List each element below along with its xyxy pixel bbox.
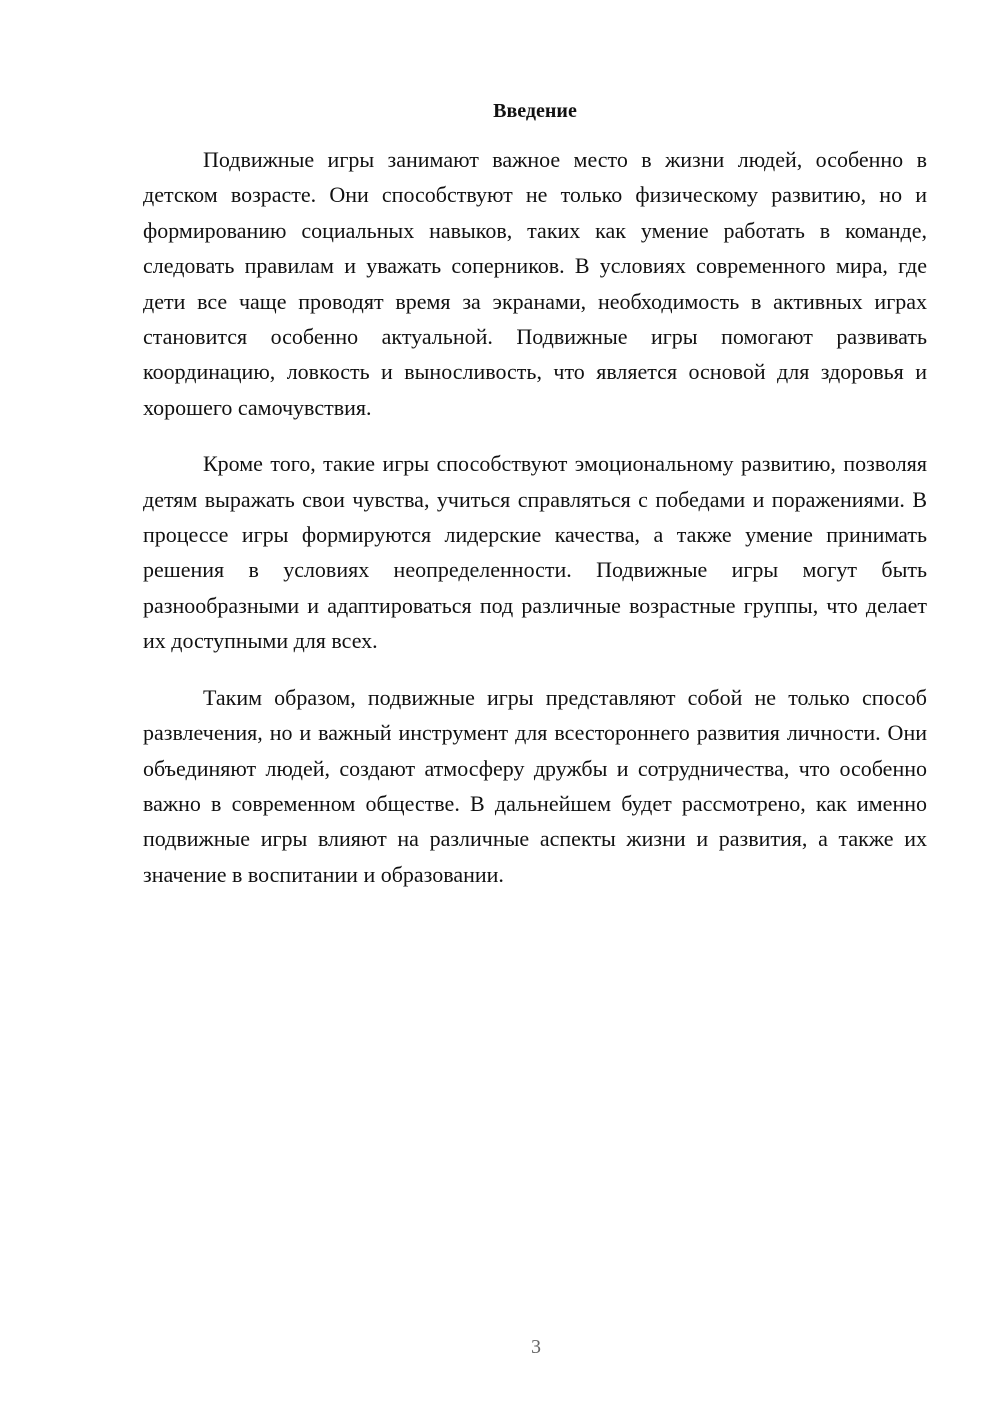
paragraph-3: Таким образом, подвижные игры представляют собой не только способ развлечения, но и важный инструмент для всестороннего развития личности. Они объединяют людей, создают атмосферу дружбы и сотрудничества, что особенно важно в современном обществе. В дальнейшем будет рассмотрено, как именно подвижные игры влияют на различные аспекты жизни и развития, а также их значение в воспитании и образовании. [143,684,927,887]
page-number: 3 [531,1336,541,1358]
paragraph-2: Кроме того, такие игры способствуют эмоциональному развитию, позволяя детям выражать свои чувства, учиться справляться с победами и поражениями. В процессе игры формируются лидерские качества, а также умение принимать решения в условиях неопределенности. Подвижные игры могут быть разнообразными и адаптироваться под различные возрастные группы, что делает их доступными для всех. [143,451,927,654]
paragraph-1: Подвижные игры занимают важное место в жизни людей, особенно в детском возрасте. Они способствуют не только физическому развитию, но и формированию социальных навыков, таких как умение работать в команде, следовать правилам и уважать соперников. В условиях современного мира, где дети все чаще проводят время за экранами, необходимость в активных играх становится особенно актуальной. Подвижные игры помогают развивать координацию, ловкость и выносливость, что является основой для здоровья и хорошего самочувствия. [143,147,927,420]
section-heading: Введение [493,100,577,122]
page-content [143,96,927,892]
